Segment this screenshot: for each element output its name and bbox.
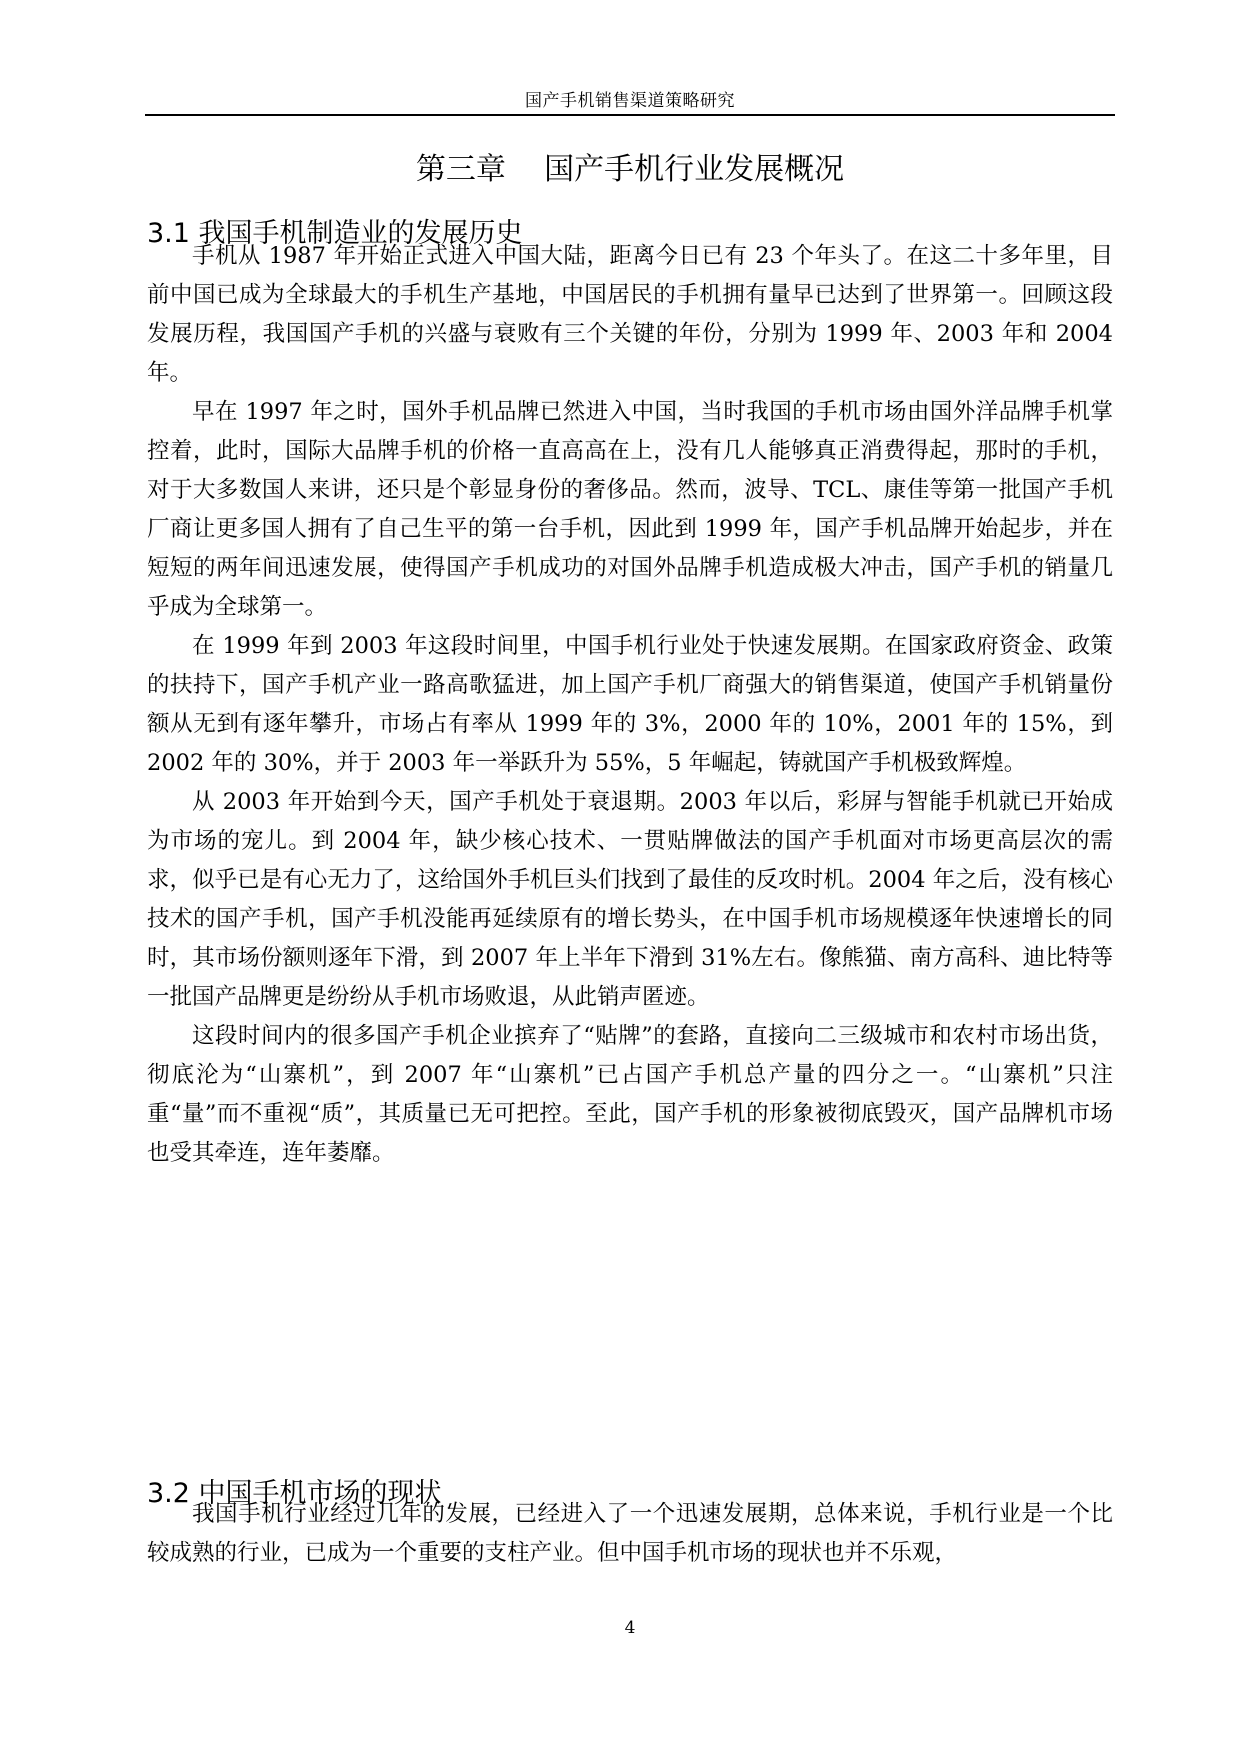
section-heading-3-2: 3.2 中国手机市场的现状 — [147, 1478, 442, 1509]
section-heading-3-1: 3.1 我国手机制造业的发展历史 — [147, 218, 523, 249]
section-3-2-body — [147, 1495, 1113, 1573]
paragraph: 从 2003 年开始到今天，国产手机处于衰退期。2003 年以后，彩屏与智能手机就已开始成为市场的宠儿。到 2004 年，缺少核心技术、一贯贴牌做法的国产手机面对市场更高层次的需求，似乎已是有心无力了，这给国外手机巨头们找到了最佳的反攻时机。2004 年之后，没有核心技术的国产手机，国产手机没能再延续原有的增长势头，在中国手机市场规模逐年快速增长的同时，其市场份额则逐年下滑，到 2007 年上半年下滑到 31%左右。像熊猫、南方高科、迪比特等一批国产品牌更是纷纷从手机市场败退，从此销声匿迹。 — [147, 789, 1113, 1010]
chapter-title: 第三章 国产手机行业发展概况 — [415, 152, 845, 187]
paragraph: 手机从 1987 年开始正式进入中国大陆，距离今日已有 23 个年头了。在这二十多年里，目前中国已成为全球最大的手机生产基地，中国居民的手机拥有量早已达到了世界第一。回顾这段发展历程，我国国产手机的兴盛与衰败有三个关键的年份，分别为 1999 年、2003 年和 2004 年。 — [147, 243, 1113, 386]
header-divider — [145, 114, 1115, 116]
paragraph: 这段时间内的很多国产手机企业摈弃了“贴牌”的套路，直接向二三级城市和农村市场出货，彻底沦为“山寨机”，到 2007 年“山寨机”已占国产手机总产量的四分之一。“山寨机”只注重“量”而不重视“质”，其质量已无可把控。至此，国产手机的形象被彻底毁灭，国产品牌机市场也受其牵连，连年萎靡。 — [147, 1023, 1113, 1166]
paragraph: 早在 1997 年之时，国外手机品牌已然进入中国，当时我国的手机市场由国外洋品牌手机掌控着，此时，国际大品牌手机的价格一直高高在上，没有几人能够真正消费得起，那时的手机，对于大多数国人来讲，还只是个彰显身份的奢侈品。然而，波导、TCL、康佳等第一批国产手机厂商让更多国人拥有了自己生平的第一台手机，因此到 1999 年，国产手机品牌开始起步，并在短短的两年间迅速发展，使得国产手机成功的对国外品牌手机造成极大冲击，国产手机的销量几乎成为全球第一。 — [147, 399, 1113, 620]
paragraph: 在 1999 年到 2003 年这段时间里，中国手机行业处于快速发展期。在国家政府资金、政策的扶持下，国产手机产业一路高歌猛进，加上国产手机厂商强大的销售渠道，使国产手机销量份额从无到有逐年攀升，市场占有率从 1999 年的 3%，2000 年的 10%，2001 年的 15%，到 2002 年的 30%，并于 2003 年一举跃升为 55%，5 年崛起，铸就国产手机极致辉煌。 — [147, 633, 1113, 776]
section-3-1-body — [147, 237, 1113, 1173]
paragraph: 我国手机行业经过几年的发展，已经进入了一个迅速发展期，总体来说，手机行业是一个比较成熟的行业，已成为一个重要的支柱产业。但中国手机市场的现状也并不乐观， — [147, 1501, 1113, 1566]
page-number: 4 — [624, 1618, 636, 1638]
running-header: 国产手机销售渠道策略研究 — [525, 91, 735, 111]
